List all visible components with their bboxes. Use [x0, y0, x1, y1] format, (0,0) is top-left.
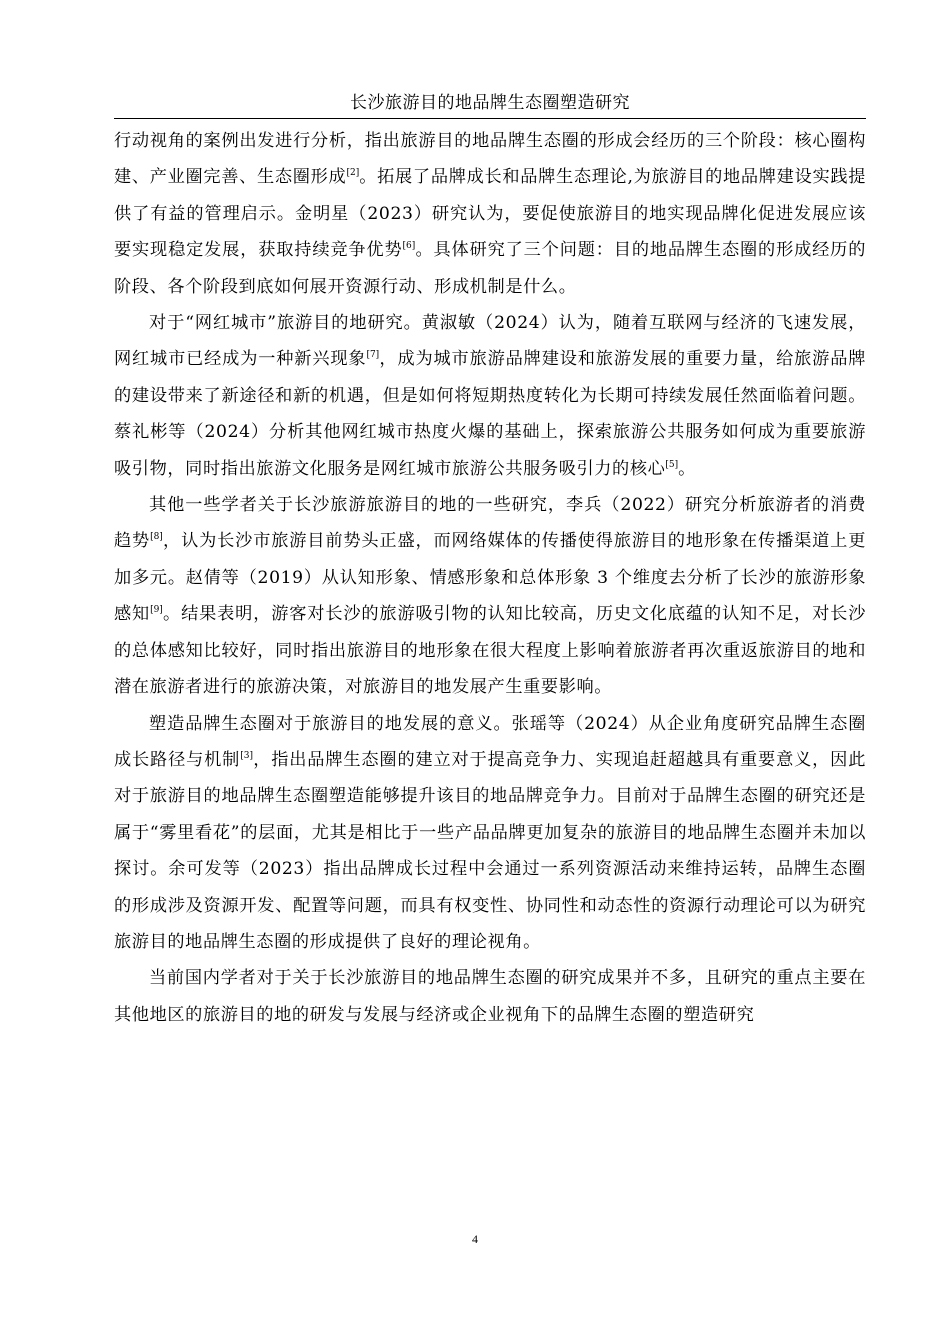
paragraph-text: 行动视角的案例出发进行分析，指出旅游目的地品牌生态圈的形成会经历的三个阶段：核心圈构建、产业圈完善、生态圈形成	[114, 131, 866, 188]
paragraph-text: 。具体研究了三个问题：目的地品牌生态圈的形成经历的阶段、各个阶段到底如何展开资源行动、形成机制是什么。	[114, 240, 866, 297]
citation-marker: [2]	[346, 168, 360, 179]
citation-marker: [6]	[402, 241, 416, 252]
paragraph-text: 当前国内学者对于关于长沙旅游目的地品牌生态圈的研究成果并不多，且研究的重点主要在其他地区的旅游目的地的研发与发展与经济或企业视角下的品牌生态圈的塑造研究	[114, 968, 866, 1025]
paragraph	[114, 123, 866, 305]
paragraph	[114, 487, 866, 705]
paragraph-text: ，认为长沙市旅游目前势头正盛，而网络媒体的传播使得旅游目的地形象在传播渠道上更加多元。赵倩等（2019）从认知形象、情感形象和总体形象 3 个维度去分析了长沙的旅游形象感知	[114, 531, 866, 625]
paragraph-text: 。	[678, 458, 696, 479]
paragraph-text: ，指出品牌生态圈的建立对于提高竞争力、实现追赶超越具有重要意义，因此对于旅游目的地品牌生态圈塑造能够提升该目的地品牌竞争力。目前对于品牌生态圈的研究还是属于“雾里看花”的层面，尤其是相比于一些产品品牌更加复杂的旅游目的地品牌生态圈并未加以探讨。余可发等（2023）指出品牌成长过程中会通过一系列资源活动来维持运转，品牌生态圈的形成涉及资源开发、配置等问题，而具有权变性、协同性和动态性的资源行动理论可以为研究旅游目的地品牌生态圈的形成提供了良好的理论视角。	[114, 749, 867, 952]
document-body	[114, 123, 866, 1033]
paragraph	[114, 706, 866, 961]
citation-marker: [8]	[150, 532, 163, 543]
citation-marker: [7]	[366, 350, 380, 361]
paragraph-text: 其他一些学者关于长沙旅游旅游目的地的一些研究，李兵（2022）研究分析旅游者的消费趋势	[114, 495, 866, 552]
running-header	[114, 92, 866, 119]
paragraph-text: 。拓展了品牌成长和品牌生态理论,为旅游目的地品牌建设实践提供了有益的管理启示。金明星（2023）研究认为，要促使旅游目的地实现品牌化促进发展应该要实现稳定发展，获取持续竞争优势	[114, 167, 866, 261]
paragraph	[114, 305, 866, 487]
citation-marker: [9]	[150, 605, 163, 616]
paragraph	[114, 960, 866, 1033]
page-footer	[0, 1232, 950, 1247]
citation-marker: [3]	[240, 750, 253, 761]
paragraph-text: 。结果表明，游客对长沙的旅游吸引物的认知比较高，历史文化底蕴的认知不足，对长沙的总体感知比较好，同时指出旅游目的地形象在很大程度上影响着旅游者再次重返旅游目的地和潜在旅游者进行的旅游决策，对旅游目的地发展产生重要影响。	[114, 604, 866, 698]
header-title: 长沙旅游目的地品牌生态圈塑造研究	[350, 93, 630, 113]
paragraph-text: 塑造品牌生态圈对于旅游目的地发展的意义。张瑶等（2024）从企业角度研究品牌生态圈成长路径与机制	[114, 713, 866, 770]
citation-marker: [5]	[665, 459, 679, 470]
page-number: 4	[472, 1232, 478, 1246]
paragraph-text: 对于“网红城市”旅游目的地研究。黄淑敏（2024）认为，随着互联网与经济的飞速发展，网红城市已经成为一种新兴现象	[114, 313, 866, 370]
paragraph-text: ，成为城市旅游品牌建设和旅游发展的重要力量，给旅游品牌的建设带来了新途径和新的机遇，但是如何将短期热度转化为长期可持续发展任然面临着问题。蔡礼彬等（2024）分析其他网红城市热度火爆的基础上，探索旅游公共服务如何成为重要旅游吸引物，同时指出旅游文化服务是网红城市旅游公共服务吸引力的核心	[114, 349, 867, 479]
